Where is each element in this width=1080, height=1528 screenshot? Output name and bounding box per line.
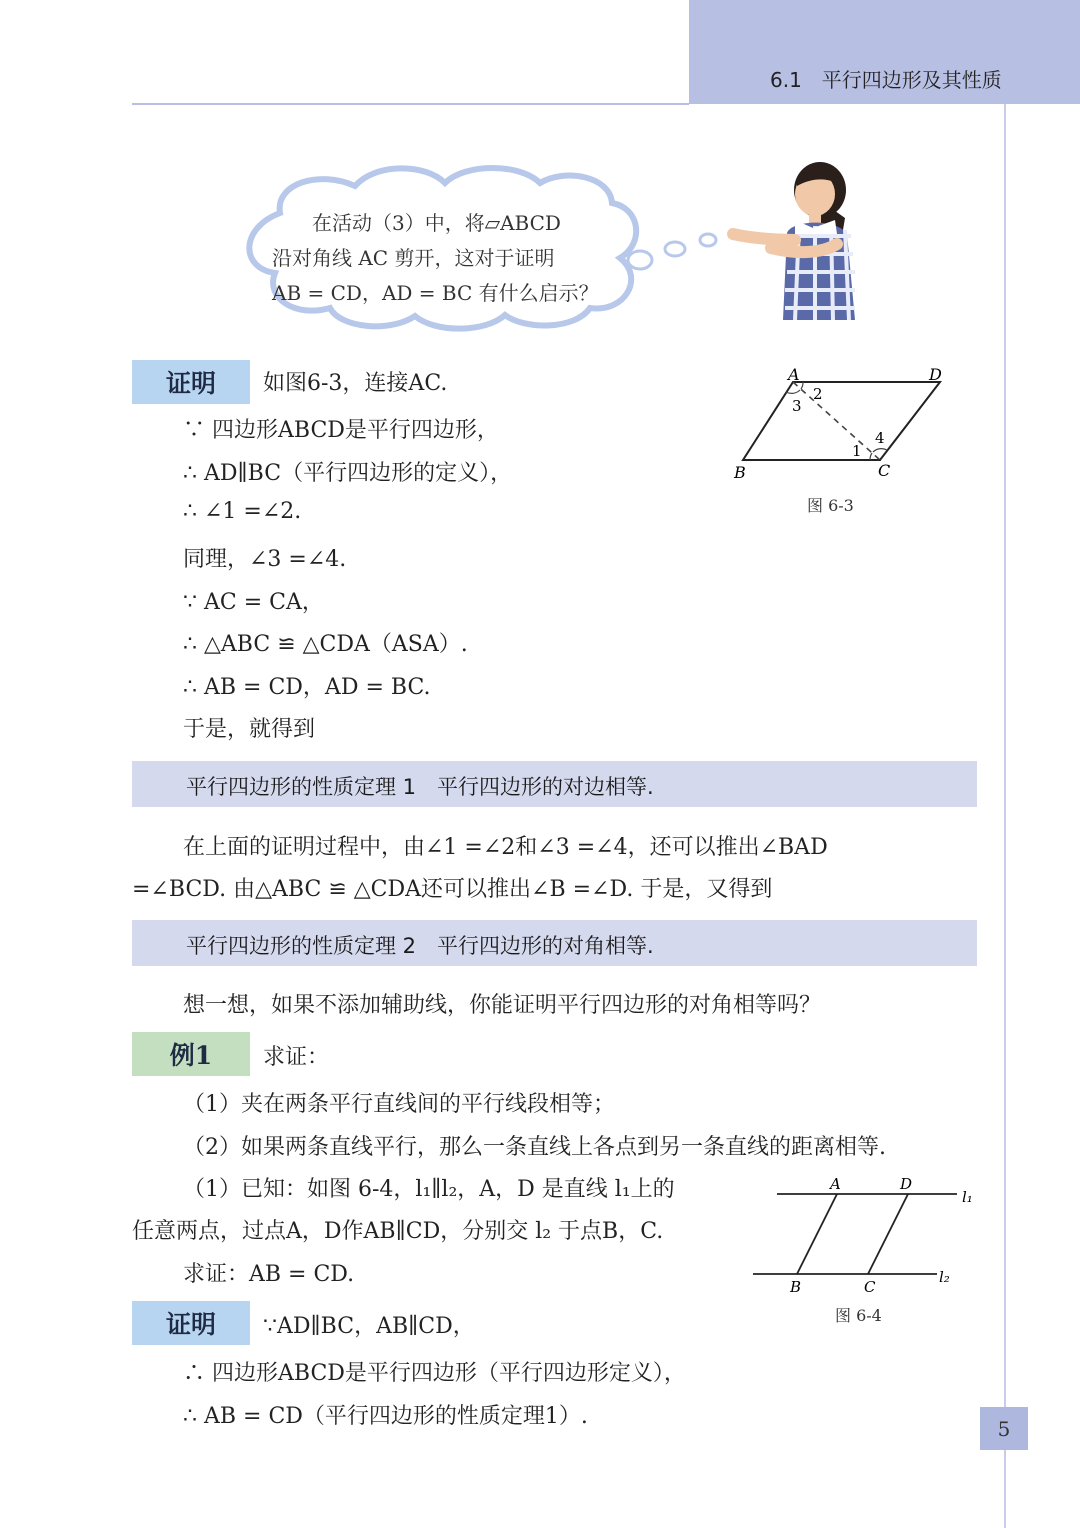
thought-line: 在活动（3）中，将▱ABCD	[272, 211, 561, 235]
fig3-angle-3: 3	[792, 397, 802, 415]
example-given-line: （1）已知：如图 6-4，l₁∥l₂，A，D 是直线 l₁上的	[183, 1177, 675, 1202]
fig3-angle-1: 1	[852, 442, 862, 460]
example-intro: 求证：	[263, 1045, 330, 1070]
proof-label: 证明	[132, 1301, 250, 1345]
proof-line: 同理，∠3 =∠4.	[183, 547, 347, 572]
proof-line: ∴ △ABC ≌ △CDA（ASA）.	[183, 632, 468, 657]
proof-line: ∵AD∥BC，AB∥CD，	[263, 1314, 475, 1339]
header-rule	[132, 103, 689, 105]
girl-illustration	[725, 158, 865, 320]
theorem-2-text: 平行四边形的性质定理 2 平行四边形的对角相等.	[186, 934, 654, 958]
fig3-point-d: D	[929, 365, 942, 384]
fig4-point-a: A	[830, 1175, 841, 1193]
paragraph-line: =∠BCD. 由△ABC ≌ △CDA还可以推出∠B =∠D. 于是，又得到	[132, 877, 773, 902]
theorem-1-band	[132, 761, 977, 807]
thought-line: AB = CD，AD = BC 有什么启示？	[272, 281, 599, 305]
figure-6-4	[745, 1170, 985, 1298]
margin-rule	[1004, 104, 1006, 1528]
proof-line: 于是，就得到	[183, 717, 316, 742]
fig3-angle-2: 2	[813, 385, 823, 403]
thought-bubble-text	[272, 206, 602, 311]
proof-line: ∵ AC = CA，	[183, 590, 324, 615]
paragraph-line: 在上面的证明过程中，由∠1 =∠2和∠3 =∠4，还可以推出∠BAD	[183, 835, 828, 860]
fig4-point-c: C	[864, 1278, 876, 1296]
figure-6-4-caption: 图 6-4	[835, 1306, 882, 1325]
proof-line: ∴ AB = CD（平行四边形的性质定理1）.	[183, 1404, 588, 1429]
proof-line: ∴ AB = CD，AD = BC.	[183, 675, 431, 700]
proof-line: 如图6-3，连接AC.	[263, 371, 448, 396]
page-number: 5	[980, 1407, 1028, 1450]
fig3-point-b: B	[734, 463, 746, 482]
example-label: 例1	[132, 1032, 250, 1076]
fig3-point-a: A	[788, 365, 800, 384]
think-prompt: 想一想，如果不添加辅助线，你能证明平行四边形的对角相等吗？	[183, 993, 822, 1018]
theorem-2-band	[132, 920, 977, 966]
fig4-point-b: B	[790, 1278, 802, 1296]
fig4-line-l1: l₁	[962, 1188, 973, 1206]
example-prove: 求证：AB = CD.	[183, 1262, 355, 1287]
theorem-1-text: 平行四边形的性质定理 1 平行四边形的对边相等.	[186, 775, 654, 799]
example-claim-2: （2）如果两条直线平行，那么一条直线上各点到另一条直线的距离相等.	[183, 1135, 886, 1160]
fig3-angle-4: 4	[875, 429, 885, 447]
fig4-line-l2: l₂	[939, 1268, 950, 1286]
proof-line: ∴ ∠1 =∠2.	[183, 499, 302, 524]
proof-label: 证明	[132, 360, 250, 404]
proof-line: ∵ 四边形ABCD是平行四边形，	[183, 418, 499, 443]
example-given-line: 任意两点，过点A，D作AB∥CD，分别交 l₂ 于点B，C.	[132, 1219, 664, 1244]
thought-line: 沿对角线 AC 剪开，这对于证明	[272, 246, 555, 270]
figure-6-3	[720, 362, 970, 482]
figure-6-3-caption: 图 6-3	[807, 496, 854, 515]
section-title: 6.1 平行四边形及其性质	[770, 68, 1002, 92]
proof-line: ∴ AD∥BC（平行四边形的定义），	[183, 461, 513, 486]
proof-line: ∴ 四边形ABCD是平行四边形（平行四边形定义），	[183, 1361, 686, 1386]
fig3-point-c: C	[878, 461, 891, 480]
example-claim-1: （1）夹在两条平行直线间的平行线段相等；	[183, 1092, 615, 1117]
fig4-point-d: D	[900, 1175, 913, 1193]
